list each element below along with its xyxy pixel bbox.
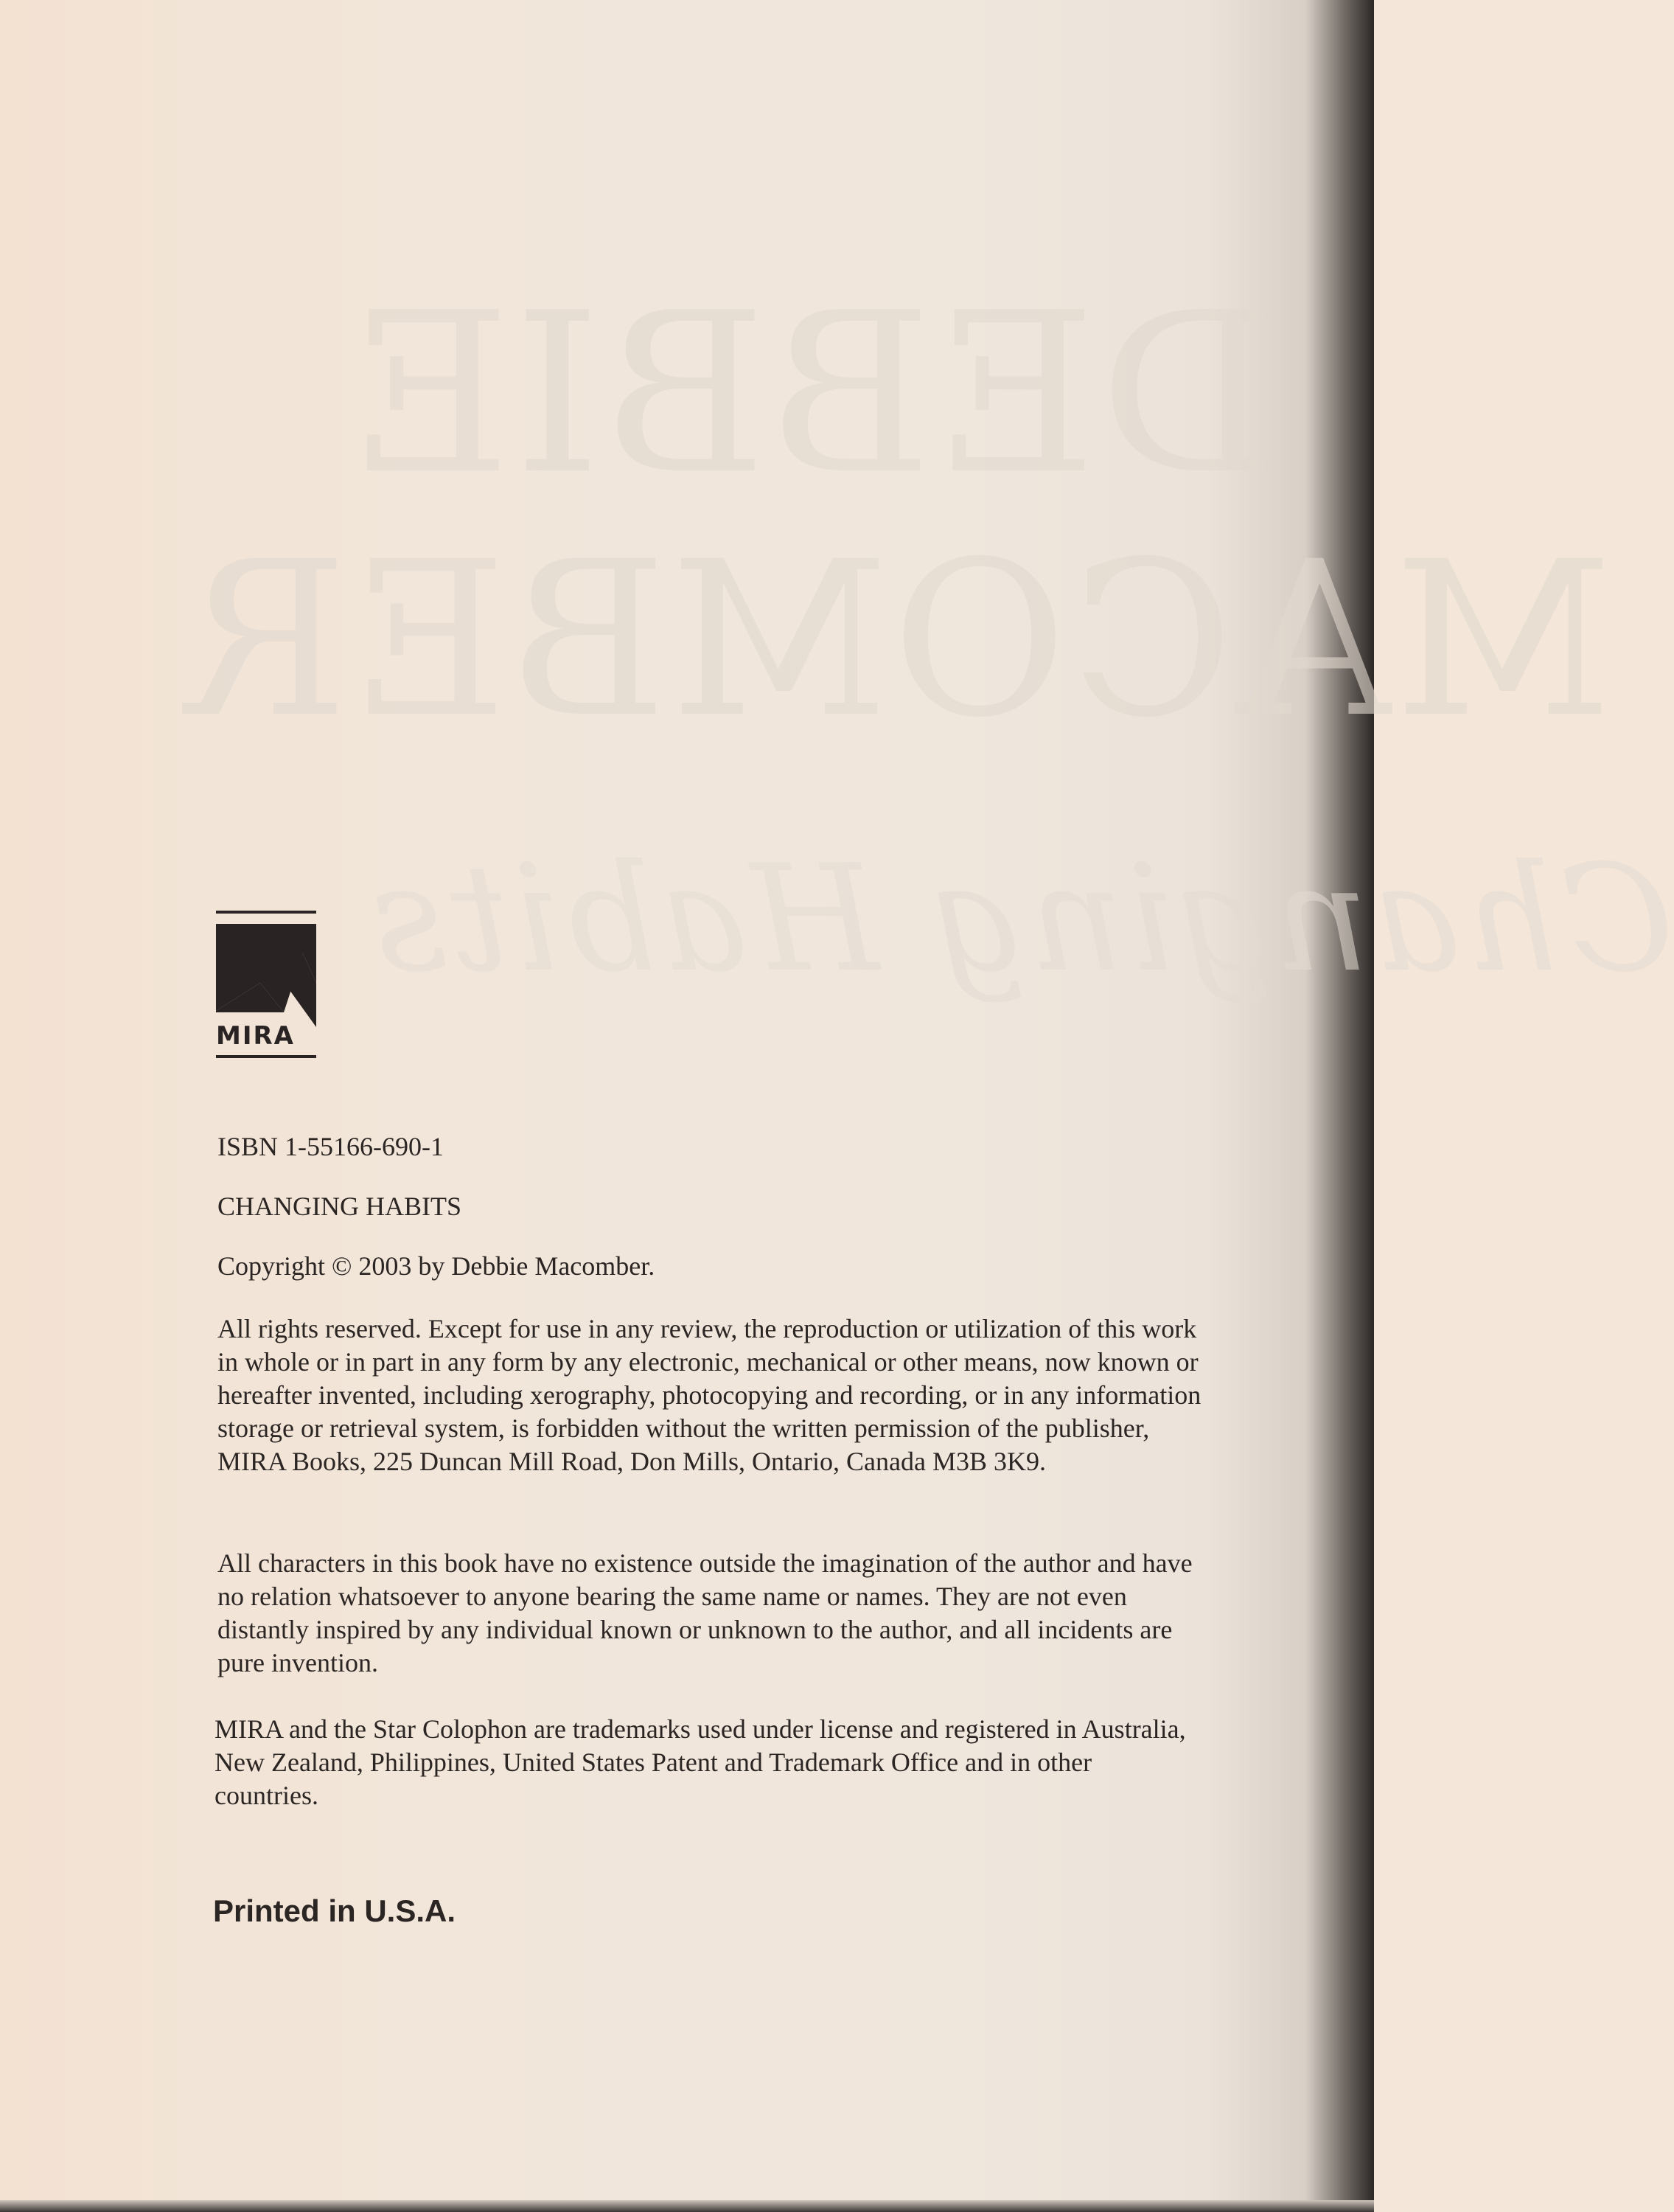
- book-title: CHANGING HABITS: [217, 1192, 461, 1221]
- isbn: ISBN 1-55166-690-1: [217, 1132, 444, 1161]
- printed-in: Printed in U.S.A.: [213, 1893, 456, 1928]
- publisher-logo: [216, 911, 316, 1058]
- bleed-through-author-first: DEBBIE: [346, 265, 1277, 523]
- copyright-line: Copyright © 2003 by Debbie Macomber.: [217, 1251, 655, 1281]
- mira-star-icon: [216, 924, 316, 1027]
- page-bottom-edge: [0, 2200, 1374, 2212]
- rights-paragraph: All rights reserved. Except for use in any review, the reproduction or utilization of this work in whole or in part in any form by any electronic, mechanical or other means, now known or hereafter invented, including xerography, photocopying and recording, or in any information storage or retrieval system, is forbidden without the written permission of the publisher, MIRA Books, 225 Duncan Mill Road, Don Mills, Ontario, Canada M3B 3K9.: [217, 1314, 1202, 1476]
- trademark-notice: MIRA and the Star Colophon are trademarks used under license and registered in Australia, New Zealand, Philippines, United States Patent and Trademark Office and in other countries.: [215, 1714, 1186, 1810]
- bleed-through-author-last: MACOMBER: [184, 516, 1614, 765]
- logo-bottom-rule: [216, 1055, 316, 1058]
- logo-wordmark: MIRA: [216, 1021, 295, 1051]
- fiction-disclaimer: All characters in this book have no existence outside the imagination of the author and have no relation whatsoever to anyone bearing the same name or names. They are not even distantly inspired by any individual known or unknown to the author, and all incidents are pure invention.: [217, 1548, 1193, 1677]
- logo-top-rule: [216, 911, 316, 914]
- bleed-through-title: Changing Habits: [369, 833, 1674, 1005]
